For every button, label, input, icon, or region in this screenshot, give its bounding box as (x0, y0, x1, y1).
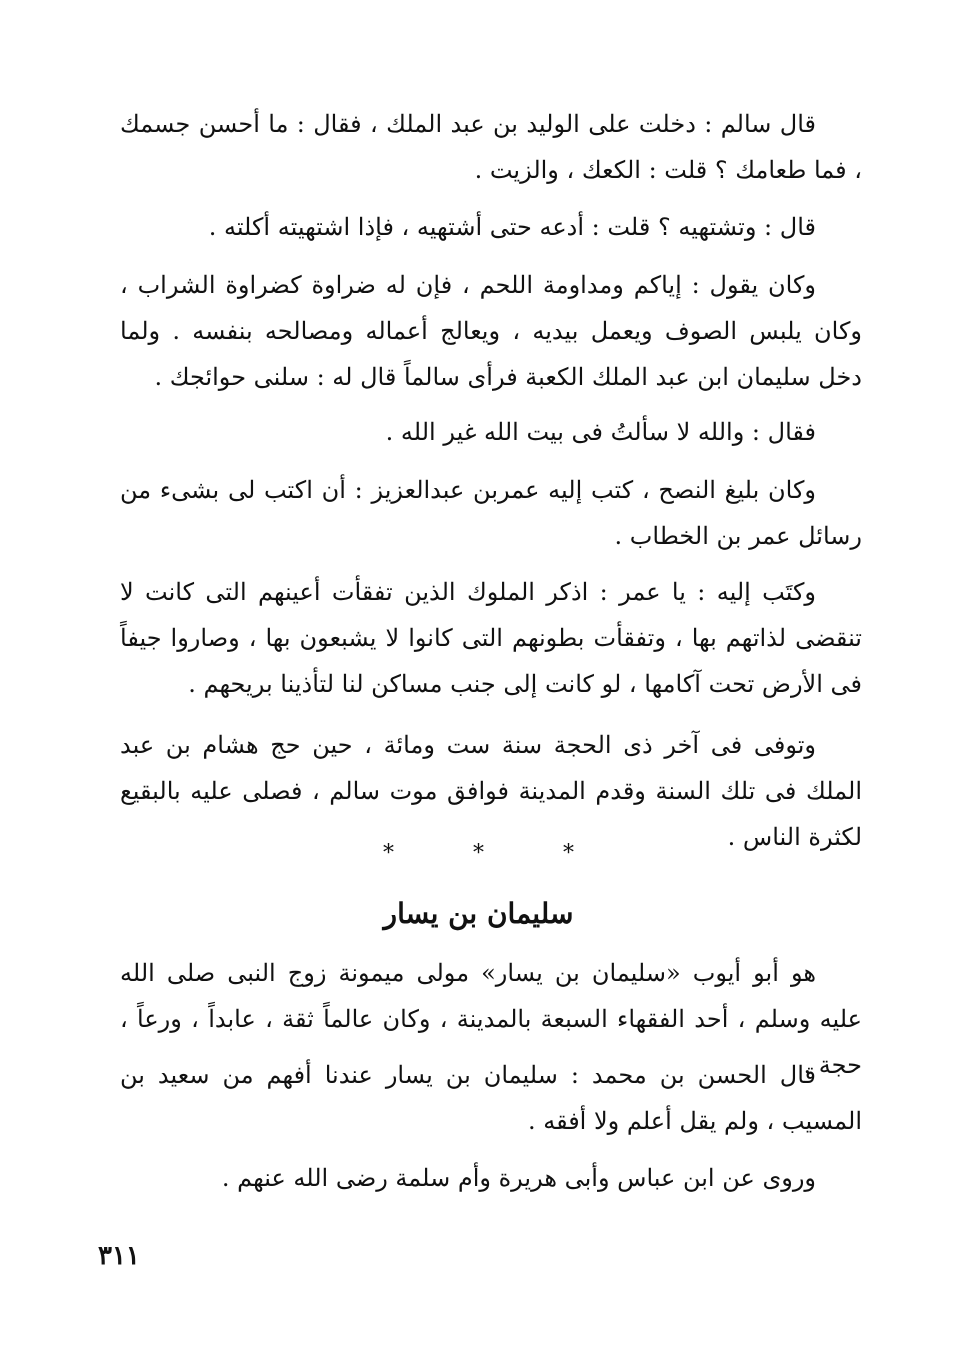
section-separator: * * * (383, 841, 610, 866)
section-title: سليمان بن يسار (383, 897, 574, 930)
paragraph-meat-warning: وكان يقول : إياكم ومداومة اللحم ، فإن له ضراوة كضراوة الشراب ، وكان يلبس الصوف ويعمل بيديه ، ويعالج أعماله ومصالحه بنفسه . ولما دخل سليمان ابن عبد الملك الكعبة فرأى سالماً قال له : سلنى حوائجك . (120, 271, 862, 391)
paragraph-letter-kings: وكتَب إليه : يا عمر : اذكر الملوك الذين تفقأت أعينهم التى كانت لا تنقضى لذاتهم بها ، وتفقأت بطونهم التى كانوا لا يشبعون بها ، وصاروا جيفاً فى الأرض تحت آكامها ، لو كانت إلى جنب مساكن لنا لتأذينا بريحهم . (120, 578, 862, 698)
page-number: ٣١١ (98, 1241, 140, 1271)
paragraph-sulayman-intro: هو أبو أيوب «سليمان بن يسار» مولى ميمونة زوج النبى صلى الله عليه وسلم ، أحد الفقهاء السبعة بالمدينة ، وكان عالماً ثقة ، عابداً ، ورعاً ، حجة . (120, 959, 862, 1079)
paragraph-narrations: وروى عن ابن عباس وأبى هريرة وأم سلمة رضى الله عنهم . (221, 1164, 816, 1192)
paragraph-umar-letter-request: وكان بليغ النصح ، كتب إليه عمربن عبدالعزيز : أن اكتب لى بشىء من رسائل عمر بن الخطاب . (120, 476, 862, 550)
paragraph-death-salim: وتوفى فى آخر ذى الحجة سنة ست ومائة ، حين حج هشام بن عبد الملك فى تلك السنة وقدم المدينة فوافق موت سالم ، فصلى عليه بالبقيع لكثرة الناس . (120, 731, 862, 851)
paragraph-reply-craving: قال : وتشتهيه ؟ قلت : أدعه حتى أشتهيه ، فإذا اشتهيته أكلته . (208, 213, 816, 241)
paragraph-hasan-quote: قال الحسن بن محمد : سليمان بن يسار عندنا أفهم من سعيد بن المسيب ، ولم يقل أعلم ولا أفقه . (120, 1061, 862, 1135)
paragraph-salim-walid: قال سالم : دخلت على الوليد بن عبد الملك ، فقال : ما أحسن جسمك ، فما طعامك ؟ قلت : الكعك ، والزيت . (120, 110, 862, 184)
paragraph-ask-only-god: فقال : والله لا سألتُ فى بيت الله غير الله . (385, 418, 816, 446)
